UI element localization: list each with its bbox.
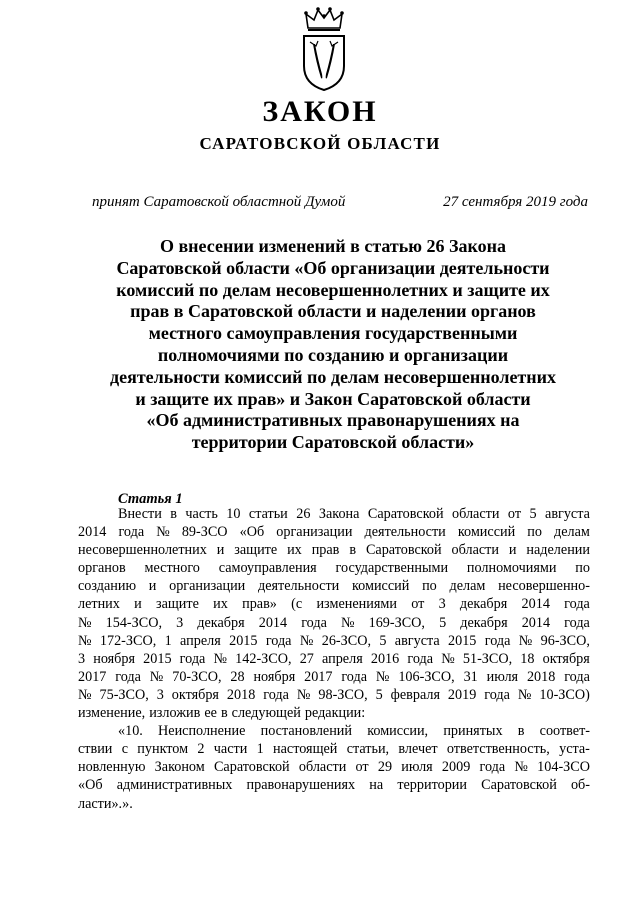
article-line: № 154-ЗСО, 3 декабря 2014 года № 169-ЗСО, 5 декабря 2014 года (78, 614, 590, 631)
article-line: несовершеннолетних и защите их прав в Саратовской области и наделении (78, 542, 590, 559)
article-line: летних и защите их прав» (с изменениями от 3 декабря 2014 года (78, 596, 590, 613)
title-line: полномочиями по созданию и организации (157, 344, 509, 365)
article-line: органов местного самоуправления государственными полномочиями по (78, 560, 590, 577)
title-line: прав в Саратовской области и наделении органов (130, 301, 536, 322)
title-line: деятельности комиссий по делам несовершеннолетних (109, 366, 557, 387)
adoption-date: 27 сентября 2019 года (443, 194, 588, 210)
title-line: комиссий по делам несовершеннолетних и защите их (116, 279, 550, 300)
article-line: новленную Законом Саратовской области от 29 июля 2009 года № 104-ЗСО (78, 759, 590, 776)
title-line: Саратовской области «Об организации деятельности (116, 257, 550, 278)
article-line: 3 ноября 2015 года № 142-ЗСО, 27 апреля 2016 года № 51-ЗСО, 18 октября (78, 650, 590, 667)
article-line: ствии с пунктом 2 части 1 настоящей статьи, влечет ответственность, уста- (78, 741, 590, 758)
article-line: «Об административных правонарушениях на территории Саратовской об- (78, 777, 590, 794)
title-line: и защите их прав» и Закон Саратовской области (135, 388, 531, 409)
title-line: «Об административных правонарушениях на (146, 410, 520, 431)
title-line: О внесении изменений в статью 26 Закона (159, 236, 507, 256)
article-line: 2017 года № 70-ЗСО, 28 ноября 2017 года № 106-ЗСО, 31 июля 2018 года (78, 668, 590, 685)
document-title (74, 236, 592, 454)
article-line: изменение, изложив ее в следующей редакции: (78, 705, 366, 722)
article-heading: Статья 1 (118, 491, 183, 507)
article-body (78, 505, 590, 813)
article-line: ласти».». (78, 795, 133, 812)
adopted-by-text: принят Саратовской областной Думой (92, 194, 346, 210)
saratov-coat-of-arms-icon (296, 6, 352, 92)
article-line: «10. Неисполнение постановлений комиссии, принятых в соответ- (118, 723, 590, 740)
title-line: территории Саратовской области» (191, 432, 475, 453)
article-line: Внести в часть 10 статьи 26 Закона Саратовской области от 5 августа (118, 506, 590, 522)
region-title: САРАТОВСКОЙ ОБЛАСТИ (199, 134, 441, 153)
article-line: № 75-ЗСО, 3 октября 2018 года № 98-ЗСО, 5 февраля 2019 года № 10-ЗСО) (78, 686, 590, 703)
article-line: 2014 года № 89-ЗСО «Об организации деятельности комиссий по делам (78, 524, 590, 541)
article-line: созданию и организации деятельности комиссий по делам несовершенно- (78, 578, 590, 595)
title-line: местного самоуправления государственными (148, 323, 518, 344)
law-title: ЗАКОН (262, 95, 378, 128)
article-line: № 172-ЗСО, 1 апреля 2015 года № 26-ЗСО, 5 августа 2015 года № 96-ЗСО, (78, 632, 590, 649)
